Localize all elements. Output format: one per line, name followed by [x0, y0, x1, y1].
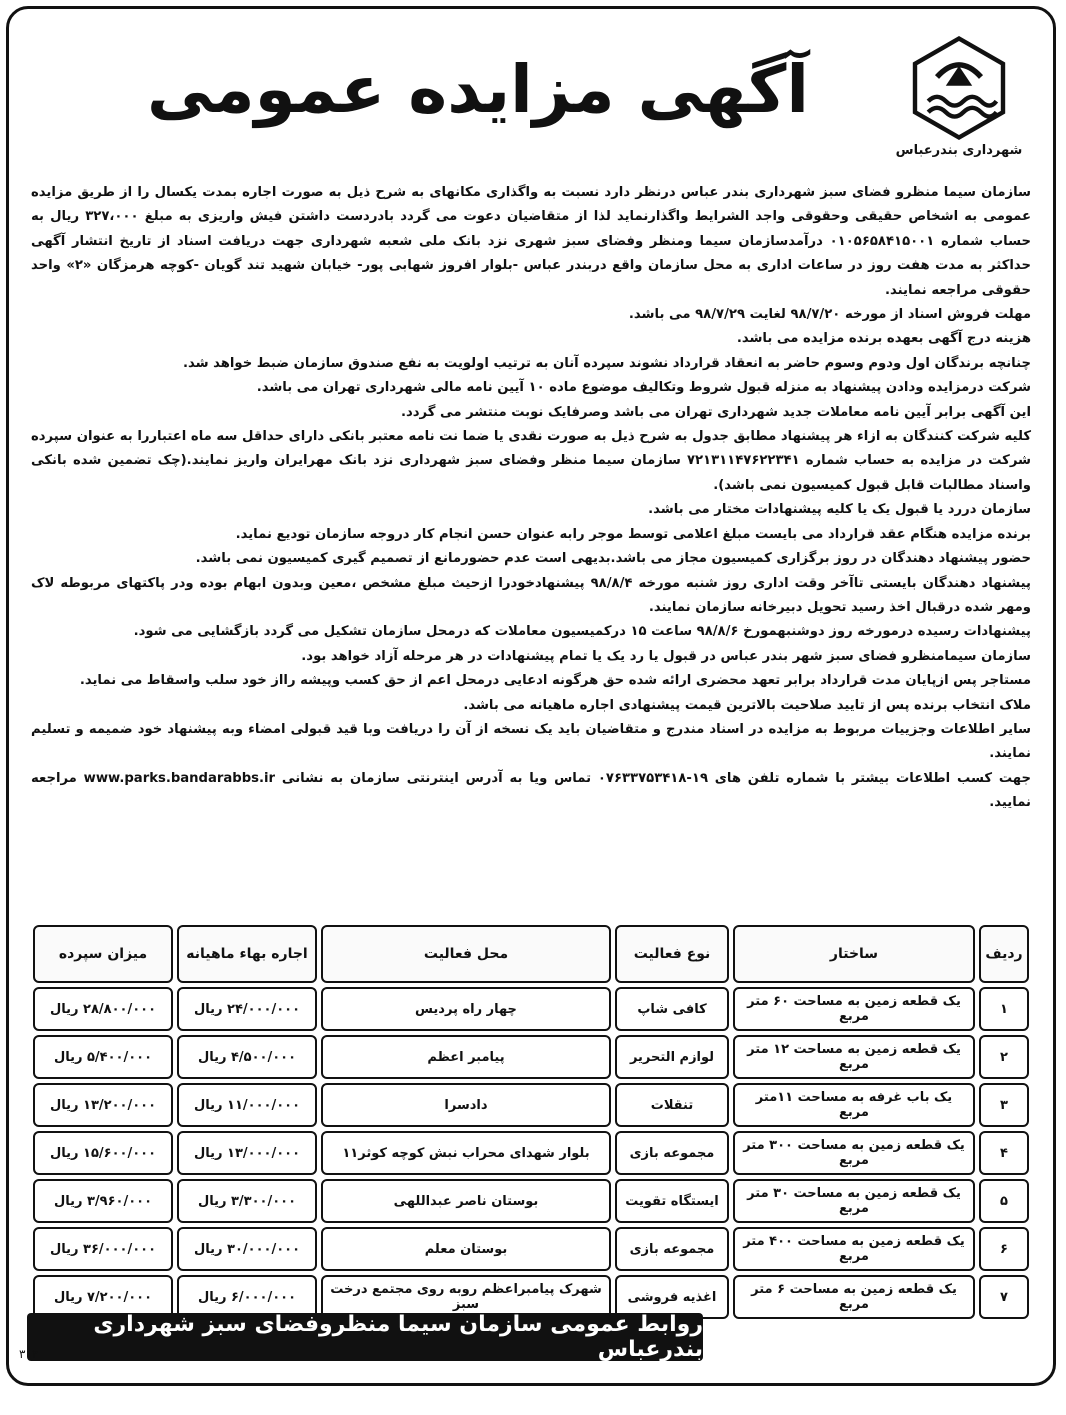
table-row — [33, 987, 1029, 1031]
cell-activity-type: مجموعه بازی — [615, 1227, 729, 1271]
cell-row-number: ۴ — [979, 1131, 1029, 1175]
table-row — [33, 1083, 1029, 1127]
cell-deposit: ۵/۴۰۰/۰۰۰ ریال — [33, 1035, 173, 1079]
paragraph: پیشنهادات رسیده درمورخه روز دوشنبهمورخ ۹۸/۸/۶ ساعت ۱۵ درکمیسیون معاملات که درمحل سازمان تشکیل می گردد بازگشایی می شود. — [133, 624, 1031, 640]
paragraph: جهت کسب اطلاعات بیشتر با شماره تلفن های ۱۹-۰۷۶۳۳۷۵۳۴۱۸ تماس ویا به آدرس اینترنتی سازمان به نشانی www.parks.bandarabbs.ir مراجعه نمایید. — [31, 770, 1031, 811]
cell-location: چهار راه پردیس — [321, 987, 611, 1031]
paragraph: مستاجر پس ازپایان مدت قرارداد برابر تعهد محضری ارائه شده حق هرگونه ادعایی درمحل اعم از حق کسب وپیشه رااز خود سلب واسقاط می نماید. — [79, 673, 1031, 689]
paragraph: برنده مزایده هنگام عقد قرارداد می بایست مبلغ اعلامی توسط موجر رابه عنوان حسن انجام کار دروجه سازمان تودیع نماید. — [235, 526, 1031, 542]
cell-row-number: ۵ — [979, 1179, 1029, 1223]
col-header-structure: ساختار — [733, 925, 975, 983]
cell-activity-type: تنقلات — [615, 1083, 729, 1127]
paragraph: چنانچه برندگان اول ودوم وسوم حاضر به انعقاد قرارداد نشوند سپرده آنان به ترتیب اولویت به نفع صندوق سازمان ضبط خواهد شد. — [182, 355, 1031, 371]
cell-row-number: ۱ — [979, 987, 1029, 1031]
cell-location: بوستان معلم — [321, 1227, 611, 1271]
col-header-deposit: میزان سپرده — [33, 925, 173, 983]
auction-items-table — [29, 921, 1033, 1323]
cell-monthly-rent: ۶/۰۰۰/۰۰۰ ریال — [177, 1275, 317, 1319]
cell-location: بلوار شهدای محراب نبش کوچه کوثر۱۱ — [321, 1131, 611, 1175]
logo-caption: شهرداری بندرعباس — [895, 143, 1023, 158]
table-row — [33, 1035, 1029, 1079]
cell-deposit: ۳۶/۰۰۰/۰۰۰ ریال — [33, 1227, 173, 1271]
table-header-row — [33, 925, 1029, 983]
cell-monthly-rent: ۲۴/۰۰۰/۰۰۰ ریال — [177, 987, 317, 1031]
paragraph: سازمان سیمامنظرو فضای سبز شهر بندر عباس در قبول یا رد یک یا تمام پیشنهادات در هر مرحله آزاد خواهد بود. — [301, 648, 1031, 664]
paragraph: ملاک انتخاب برنده پس از تایید صلاحیت بالاترین قیمت پیشنهادی اجاره ماهیانه می باشد. — [463, 697, 1031, 713]
cell-deposit: ۳/۹۶۰/۰۰۰ ریال — [33, 1179, 173, 1223]
notice-body — [31, 181, 1031, 816]
paragraph: پیشنهاد دهندگان بایستی تاآخر وقت اداری روز شنبه مورخه ۹۸/۸/۴ پیشنهادخودرا ازحیث مبلغ مشخص ،معین وبدون ابهام بوده ودر پاکتهای مربوطه لاک ومهر شده درقبال اخذ رسید تحویل دبیرخانه سازمان نمایند. — [31, 575, 1032, 615]
page-title: آگهی مزایده عمومی — [146, 51, 809, 128]
col-header-location: محل فعالیت — [321, 925, 611, 983]
paragraph: کلیه شرکت کنندگان به ازاء هر پیشنهاد مطابق جدول به شرح ذیل به صورت نقدی یا ضما نت نامه معتبر بانکی دارای حداقل سه ماه اعتباررا به عنوان سپرده شرکت در مزایده به حساب شماره ۷۲۱۳۱۱۴۷۶۲۲۳۴۱ سازمان سیما منظر وفضای سبز شهرداری نزد بانک مهرایران واریز نمایند.(چک تضمین شده بانکی واسناد مطالبات قابل قبول کمیسیون نمی باشد). — [31, 429, 1031, 493]
cell-deposit: ۲۸/۸۰۰/۰۰۰ ریال — [33, 987, 173, 1031]
footer-banner: روابط عمومی سازمان سیما منظروفضای سبز شهرداری بندرعباس — [27, 1313, 703, 1361]
cell-structure: یک قطعه زمین به مساحت ۴۰۰ متر مربع — [733, 1227, 975, 1271]
cell-monthly-rent: ۱۳/۰۰۰/۰۰۰ ریال — [177, 1131, 317, 1175]
col-header-activity-type: نوع فعالیت — [615, 925, 729, 983]
paragraph: حضور پیشنهاد دهندگان در روز برگزاری کمیسیون مجاز می باشد.بدیهی است عدم حضورمانع از تصمیم گیری کمیسیون نمی باشد. — [195, 551, 1031, 567]
cell-structure: یک قطعه زمین به مساحت ۱۲ متر مربع — [733, 1035, 975, 1079]
paragraph: این آگهی برابر آیین نامه معاملات جدید شهرداری تهران می باشد وصرفایک نوبت منتشر می گردد. — [400, 404, 1031, 420]
page-number: ۳۱۳ — [19, 1347, 39, 1361]
paragraph: سازمان سیما منظرو فضای سبز شهرداری بندر عباس درنظر دارد نسبت به واگذاری مکانهای به شرح ذیل به صورت اجاره بمدت یکسال را از طریق مزایده عمومی به اشخاص حقیقی وحقوقی واجد الشرایط واگذارنماید لذا از متقاضیان دعوت می گردد بادردست داشتن فیش واریزی به مبلغ ۳۲۷،۰۰۰ ریال به حساب شماره ۰۱۰۵۶۵۸۴۱۵۰۰۱ درآمدسازمان سیما ومنظر وفضای سبز شهری نزد بانک ملی شعبه شهرداری جهت دریافت اسناد از تاریخ انتشار آگهی حداکثر به مدت هفت روز در ساعات اداری به محل سازمان واقع دربندر عباس -بلوار افروز شهابی پور- خیابان شهید تند گویان -کوچه هرمزگان «۲» واحد حقوقی مراجعه نمایند. — [31, 185, 1032, 298]
cell-activity-type: لوازم التحریر — [615, 1035, 729, 1079]
cell-monthly-rent: ۳۰/۰۰۰/۰۰۰ ریال — [177, 1227, 317, 1271]
cell-deposit: ۱۵/۶۰۰/۰۰۰ ریال — [33, 1131, 173, 1175]
table-row — [33, 1227, 1029, 1271]
cell-activity-type: کافی شاپ — [615, 987, 729, 1031]
cell-monthly-rent: ۴/۵۰۰/۰۰۰ ریال — [177, 1035, 317, 1079]
paragraph: سایر اطلاعات وجزییات مربوط به مزایده در اسناد مندرج و متقاضیان باید یک نسخه از آن را دریافت وبا قید قبولی امضاء وبه پیشنهاد خود ضمیمه و تسلیم نمایند. — [31, 721, 1031, 762]
cell-deposit: ۱۳/۲۰۰/۰۰۰ ریال — [33, 1083, 173, 1127]
table-row — [33, 1131, 1029, 1175]
cell-row-number: ۷ — [979, 1275, 1029, 1319]
emblem-icon — [904, 33, 1014, 143]
cell-row-number: ۶ — [979, 1227, 1029, 1271]
cell-activity-type: ایستگاه تقویت — [615, 1179, 729, 1223]
cell-row-number: ۲ — [979, 1035, 1029, 1079]
paragraph: مهلت فروش اسناد از مورخه ۹۸/۷/۲۰ لغایت ۹۸/۷/۲۹ می باشد. — [628, 307, 1031, 323]
cell-location: پیامبر اعظم — [321, 1035, 611, 1079]
cell-structure: یک قطعه زمین به مساحت ۶۰ متر مربع — [733, 987, 975, 1031]
cell-structure: یک قطعه زمین به مساحت ۶ متر مربع — [733, 1275, 975, 1319]
cell-deposit: ۷/۲۰۰/۰۰۰ ریال — [33, 1275, 173, 1319]
cell-location: دادسرا — [321, 1083, 611, 1127]
col-header-monthly-rent: اجاره بهاء ماهیانه — [177, 925, 317, 983]
cell-monthly-rent: ۱۱/۰۰۰/۰۰۰ ریال — [177, 1083, 317, 1127]
paragraph: شرکت درمزایده ودادن پیشنهاد به منزله قبول شروط وتکالیف موضوع ماده ۱۰ آیین نامه مالی شهرداری تهران می باشد. — [256, 380, 1031, 396]
cell-location: بوستان ناصر عبداللهی — [321, 1179, 611, 1223]
cell-activity-type: مجموعه بازی — [615, 1131, 729, 1175]
cell-row-number: ۳ — [979, 1083, 1029, 1127]
cell-structure: یک قطعه زمین به مساحت ۳۰۰ متر مربع — [733, 1131, 975, 1175]
cell-activity-type: اغذیه فروشی — [615, 1275, 729, 1319]
cell-structure: یک قطعه زمین به مساحت ۳۰ متر مربع — [733, 1179, 975, 1223]
paragraph: سازمان دررد یا قبول یک یا کلیه پیشنهادات مختار می باشد. — [648, 502, 1031, 518]
table-row — [33, 1179, 1029, 1223]
cell-structure: یک باب غرفه به مساحت ۱۱متر مربع — [733, 1083, 975, 1127]
notice-page — [6, 6, 1056, 1386]
paragraph: هزینه درج آگهی بعهده برنده مزایده می باشد. — [736, 331, 1031, 347]
header — [23, 23, 1039, 173]
municipality-logo — [889, 33, 1029, 173]
cell-location: شهرک پیامبراعظم روبه روی مجتمع درخت سبز — [321, 1275, 611, 1319]
cell-monthly-rent: ۳/۳۰۰/۰۰۰ ریال — [177, 1179, 317, 1223]
col-header-row-number: ردیف — [979, 925, 1029, 983]
